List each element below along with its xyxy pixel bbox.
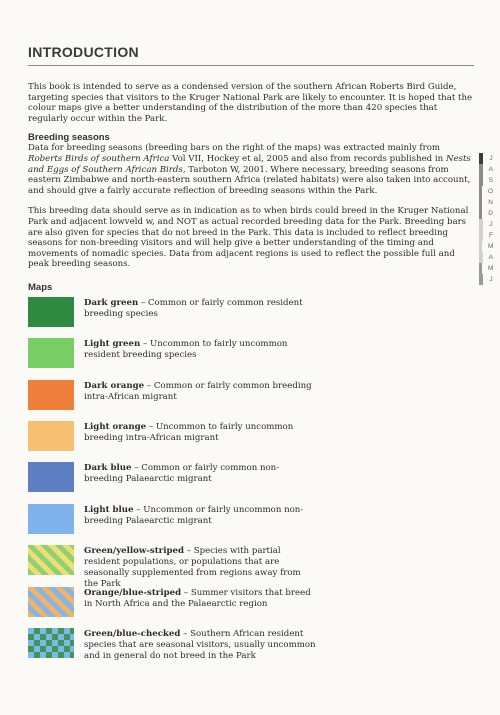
legend-desc: – Southern African resident species that are seasonal visitors, usually uncommon and in general do not breed in the Park <box>84 629 316 662</box>
breeding-bar-month <box>479 153 493 164</box>
legend-text <box>84 545 316 590</box>
page <box>28 44 474 669</box>
legend-swatch <box>28 380 74 410</box>
breeding-bar-cell <box>479 153 483 164</box>
breeding-bar-cell <box>479 252 483 263</box>
breeding-bar-cell <box>479 175 483 186</box>
title-rule <box>28 65 474 66</box>
breeding-bar-month <box>479 164 493 175</box>
legend-item <box>28 504 474 545</box>
legend-swatch <box>28 462 74 492</box>
legend-desc: – Common or fairly common resident breeding species <box>84 297 303 319</box>
breeding-bar-cell <box>479 208 482 219</box>
legend-item <box>28 462 474 503</box>
legend-item <box>28 297 474 338</box>
legend-name: Light orange <box>84 422 147 433</box>
legend-text <box>84 587 316 610</box>
legend-item <box>28 545 474 590</box>
breeding-bar-month <box>479 241 493 252</box>
page-title: INTRODUCTION <box>28 44 139 60</box>
breeding-bar-month <box>479 230 493 241</box>
breeding-bar-letter: F <box>489 232 493 239</box>
legend-desc: – Uncommon or fairly uncommon non-breeding Palaearctic migrant <box>84 504 304 526</box>
breeding-bar-letter: A <box>488 254 493 261</box>
breeding-bar-cell <box>479 241 482 252</box>
legend-desc: – Uncommon to fairly uncommon breeding intra-African migrant <box>84 422 294 444</box>
intro-paragraph: This book is intended to serve as a condensed version of the southern African Roberts Bird Guide, targeting species that visitors to the Kruger National Park are likely to encounter. It is hoped that the colour maps give a better understanding of the distribution of the more than 420 species that regularly occur within the Park. <box>28 82 473 124</box>
legend-item <box>28 421 474 462</box>
legend-text <box>84 380 316 403</box>
legend-desc: – Species with partial resident populations, or populations that are seasonally supplemented from regions away from the Park <box>84 546 301 590</box>
legend-swatch <box>28 297 74 327</box>
legend-name: Orange/blue-striped <box>84 587 182 598</box>
legend-item <box>28 380 474 421</box>
legend-name: Light blue <box>84 504 134 515</box>
legend-name: Dark orange <box>84 380 145 391</box>
breeding-paragraph-1: Data for breeding seasons (breeding bars on the right of the maps) was extracted mainly from Roberts Birds of southern Africa Vol VII, Hockey et al, 2005 and also from records published in Nests and Eggs of Southern African Birds, Tarboton W, 2001. Where necessary, breeding seasons from eastern Zimbabwe and north-eastern southern Africa (related habitats) were also taken into account, and should give a fairly accurate reflection of breeding seasons within the Park. <box>28 143 471 196</box>
breeding-bar-month <box>479 219 493 230</box>
breeding-paragraph-2: This breeding data should serve as in indication as to when birds could breed in the Kruger National Park and adjacent lowveld w, and NOT as actual recorded breeding data for the Park. Breeding bars are also given for species that do not breed in the Park. This data is included to reflect breeding seasons for non-breeding visitors and will help give a better understanding of the timing and movements of nomadic species. Data from adjacent regions is used to reflect the possible full and peak breeding seasons. <box>28 206 469 270</box>
breeding-bar-cell <box>479 230 483 241</box>
breeding-bar-cell <box>479 219 483 230</box>
legend-swatch <box>28 587 74 617</box>
map-legend <box>28 297 474 670</box>
breeding-heading: Breeding seasons <box>28 132 110 144</box>
legend-item <box>28 338 474 379</box>
legend-name: Green/blue-checked <box>84 629 181 640</box>
legend-text <box>84 297 316 320</box>
legend-swatch <box>28 545 74 575</box>
breeding-bar-cell <box>479 263 482 274</box>
breeding-bar-letter: A <box>488 166 493 173</box>
legend-desc: – Common or fairly common non-breeding Palaearctic migrant <box>84 463 280 485</box>
breeding-bar-letter: D <box>488 210 493 217</box>
breeding-bar-cell <box>479 164 483 175</box>
breeding-bar-letter: M <box>488 265 494 272</box>
breeding-bar-letter: J <box>489 276 493 283</box>
legend-swatch <box>28 338 74 368</box>
legend-name: Green/yellow-striped <box>84 546 184 557</box>
legend-swatch <box>28 628 74 658</box>
legend-text <box>84 421 316 444</box>
legend-swatch <box>28 421 74 451</box>
breeding-bar-cell <box>479 197 482 208</box>
breeding-bar-month <box>479 175 493 186</box>
legend-text <box>84 628 316 662</box>
legend-item <box>28 587 474 628</box>
breeding-bar-month <box>479 252 493 263</box>
legend-swatch <box>28 504 74 534</box>
legend-text <box>84 504 316 527</box>
legend-desc: – Uncommon to fairly uncommon resident breeding species <box>84 339 288 361</box>
breeding-bar-month <box>479 186 493 197</box>
breeding-bar-letter: J <box>489 155 493 162</box>
legend-name: Dark green <box>84 297 139 308</box>
breeding-bar-letter: M <box>488 243 494 250</box>
maps-heading: Maps <box>28 281 53 293</box>
legend-text <box>84 338 316 361</box>
breeding-bar-letter: J <box>489 221 493 228</box>
legend-item <box>28 628 474 669</box>
breeding-bar-cell <box>479 186 482 197</box>
breeding-bar-letter: N <box>488 199 493 206</box>
legend-desc: – Common or fairly common breeding intra-African migrant <box>84 380 312 402</box>
breeding-bar-cell <box>479 274 483 285</box>
breeding-bar-month <box>479 274 493 285</box>
legend-name: Dark blue <box>84 463 132 474</box>
breeding-bar-letter: O <box>488 188 494 195</box>
legend-name: Light green <box>84 339 141 350</box>
legend-text <box>84 462 316 485</box>
breeding-bar-month <box>479 263 493 274</box>
breeding-bar-month <box>479 208 493 219</box>
breeding-bar-example <box>479 153 493 285</box>
breeding-bar-letter: S <box>488 177 493 184</box>
legend-desc: – Summer visitors that breed in North Africa and the Palaearctic region <box>84 587 311 609</box>
breeding-bar-month <box>479 197 493 208</box>
